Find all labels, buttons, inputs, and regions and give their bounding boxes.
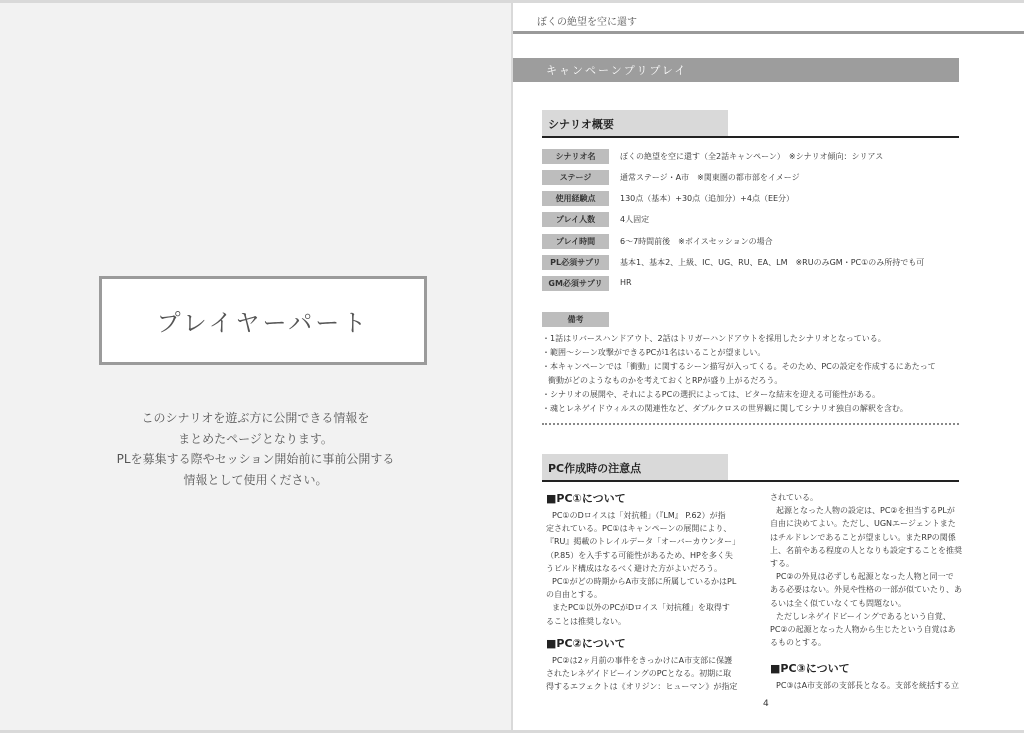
pc-notes-column-2 [770, 491, 970, 693]
spec-value: HR [620, 278, 632, 287]
body-line: PC②の起源となった人物から生じたという自覚はあ [770, 625, 956, 635]
player-part-title-box [99, 276, 427, 365]
body-line: ある必要はない。外見や性格の一部が似ていたり、あ [770, 585, 962, 595]
body-line: されたレネゲイドビーイングのPCとなる。初期に取 [546, 669, 732, 679]
player-part-title: プレイヤーパート [156, 309, 370, 337]
pc3-heading: ■PC③について [770, 662, 850, 676]
pc-notes-column-1 [546, 491, 746, 693]
body-line: する。 [770, 559, 794, 569]
body-line: るいは全く似ていなくても問題ない。 [770, 598, 906, 608]
pc-notes-heading-rule [542, 480, 959, 482]
left-description-line: このシナリオを遊ぶ方に公開できる情報を [141, 411, 370, 425]
remark-line: ・1話はリバースハンドアウト、2話はトリガーハンドアウトを採用したシナリオとなっている。 [542, 334, 886, 343]
remark-line: ・魂とレネゲイドウィルスの関連性など、ダブルクロスの世界観に関してシナリオ独自の解釈を含む。 [542, 404, 908, 413]
body-line: はチルドレンであることが望ましい。またRPの関係 [770, 532, 956, 542]
spec-label: 使用経験点 [542, 191, 609, 206]
spec-value: 4人固定 [620, 215, 650, 224]
body-line: PC②は2ヶ月前の事件をきっかけにA市支部に保護 [552, 655, 733, 665]
body-line: 自由に決めてよい。ただし、UGNエージェントまた [770, 519, 956, 529]
spec-label: シナリオ名 [542, 149, 609, 164]
body-line: ただしレネゲイドビーイングであるという自覚、 [776, 611, 951, 621]
spec-label: プレイ時間 [542, 234, 609, 249]
pc2-heading: ■PC②について [546, 636, 626, 650]
spec-label: プレイ人数 [542, 212, 609, 227]
left-description-line: PLを募集する際やセッション開始前に事前公開する [116, 452, 395, 466]
overview-heading [542, 110, 728, 136]
section-band [513, 58, 959, 82]
dotted-divider [542, 423, 959, 425]
right-page [513, 3, 1024, 730]
spec-value: 130点（基本）+30点（追加分）+4点（EE分） [620, 194, 795, 203]
pc-notes-heading [542, 454, 728, 480]
left-description-line: まとめたページとなります。 [178, 431, 333, 446]
body-line: （P.85）を入手する可能性があるため、HPを多く失 [546, 550, 733, 560]
body-line: 定されている。PC①はキャンペーンの展開により、 [546, 524, 732, 534]
body-line: またPC①以外のPCがDロイス「対抗種」を取得す [552, 603, 730, 613]
remarks-list [542, 332, 962, 416]
body-line: うビルド構成はなるべく避けた方がよいだろう。 [546, 563, 722, 573]
spec-label: ステージ [542, 170, 609, 185]
running-head-rule [513, 31, 1024, 34]
body-line: 起源となった人物の設定は、PC②を担当するPLが [776, 506, 955, 516]
body-line: 上、名前やある程度の人となりも設定することを推奨 [770, 545, 962, 555]
body-line: 得するエフェクトは《オリジン：ヒューマン》が指定 [546, 682, 738, 692]
remark-line: 衝動がどのようなものかを考えておくとRPが盛り上がるだろう。 [548, 376, 783, 385]
running-head: ぼくの絶望を空に還す [537, 17, 637, 28]
left-description-line: 情報として使用ください。 [183, 472, 328, 487]
spec-value: 基本1、基本2、上級、IC、UG、RU、EA、LM ※RUのみGM・PC①のみ所持でも可 [620, 258, 925, 267]
spec-value: ぼくの絶望を空に還す（全2話キャンペーン） ※シナリオ傾向：シリアス [620, 152, 884, 161]
remark-line: ・範囲～シーン攻撃ができるPCが1名はいることが望ましい。 [542, 348, 766, 357]
body-line: PC①のDロイスは「対抗種」（『LM』 P.62）が指 [552, 511, 726, 520]
overview-heading-rule [542, 136, 959, 138]
body-line: るものとする。 [770, 638, 826, 648]
pc-notes-heading-text: PC作成時の注意点 [548, 462, 642, 475]
spec-label: PL必須サプリ [542, 255, 609, 270]
spec-value: 通常ステージ・A市 ※関東圏の都市部をイメージ [620, 173, 800, 182]
body-line: PC③はA市支部の支部長となる。支部を統括する立 [776, 681, 960, 691]
body-line: ることは推奨しない。 [546, 616, 626, 626]
body-line: の自由とする。 [546, 590, 602, 600]
body-line: されている。 [770, 493, 818, 502]
remark-line: ・本キャンペーンでは「衝動」に関するシーン描写が入ってくる。そのため、PCの設定を作成するにあたって [542, 362, 936, 371]
body-line: PC②の外見は必ずしも起源となった人物と同一で [776, 572, 954, 582]
body-line: PC①がどの時期からA市支部に所属しているかはPL [552, 577, 737, 587]
spec-label: GM必須サプリ [542, 276, 609, 291]
section-band-title: キャンペーンプリプレイ [546, 64, 688, 77]
remarks-label: 備考 [542, 312, 609, 327]
overview-heading-text: シナリオ概要 [548, 118, 614, 131]
pc1-heading: ■PC①について [546, 492, 626, 505]
left-page [0, 3, 511, 730]
left-description [0, 408, 511, 490]
body-line: 『RU』掲載のトレイルデータ「オーバーカウンター」 [546, 537, 741, 547]
remark-line: ・シナリオの展開や、それによるPCの選択によっては、ビターな結末を迎える可能性がある。 [542, 390, 881, 399]
page-number: 4 [763, 699, 769, 709]
spec-value: 6～7時間前後 ※ボイスセッションの場合 [620, 237, 773, 246]
